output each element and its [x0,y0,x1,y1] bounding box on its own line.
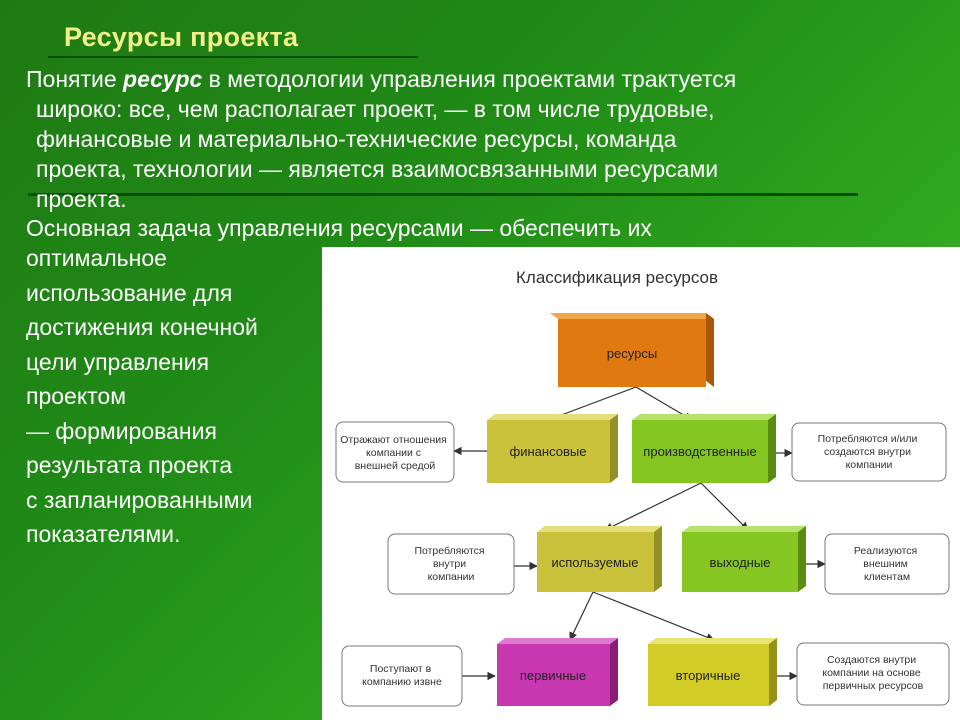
paragraph-line: проекта, технологии — является взаимосвязанными ресурсами [36,156,719,182]
note-used [388,534,514,594]
box-label: финансовые [509,444,587,459]
svg-text:Поступают в компанию и: Поступают в компанию извне [362,663,442,688]
paragraph-line: использование для [26,279,233,306]
diagram-title: Классификация ресурсов [516,268,719,287]
text-fragment: Понятие [26,66,124,92]
paragraph-line: с запланированными [26,486,253,513]
box-label: выходные [709,555,771,570]
box-production [632,414,776,483]
note-primary [342,646,462,706]
box-used [537,526,662,592]
paragraph-line: — формирования [26,417,217,444]
paragraph-line: цели управления [26,348,210,375]
term-highlight: ресурс [123,66,203,92]
paragraph-line: широко: все, чем располагает проект, — в том числе трудовые, [36,96,715,122]
box-financial [487,414,618,483]
paragraph-line: Основная задача управления ресурсами — обеспечить их [26,215,652,241]
diagram-canvas [322,247,960,720]
note-financial [336,422,454,482]
paragraph-line [26,64,866,94]
box-primary [497,638,618,706]
connector-arrow [605,483,701,530]
definition-paragraph [26,64,866,214]
paragraph-line: достижения конечной [26,314,258,340]
box-label: первичные [519,668,587,683]
paragraph-line: финансовые и материально-технические ресурсы, команда [36,126,677,152]
box-label: ресурсы [606,346,658,361]
svg-text:Отражают отношения ком: Отражают отношения компании с внешней средой [340,434,447,472]
note-secondary [797,643,949,705]
text-fragment: в методологии управления проектами трактуется [202,66,737,92]
svg-text:Потребляются и/или соз: Потребляются и/или создаются внутри компании [817,433,918,471]
note-output [825,534,949,594]
svg-text:Создаются внутри компа: Создаются внутри компании на основе первичных ресурсов [822,654,924,692]
box-label: вторичные [675,668,741,683]
box-secondary [648,638,777,706]
connector-arrow [570,592,593,640]
paragraph-line: результата проекта [26,452,233,478]
page-title: Ресурсы проекта [64,22,299,52]
box-output [682,526,806,592]
box-label: используемые [551,555,639,570]
paragraph-line: оптимальное [26,245,167,271]
svg-text:Потребляются внутри: Потребляются внутри компании [414,545,485,583]
divider-line-top [48,56,418,58]
paragraph-line: проекта. [36,186,127,212]
note-production [792,423,946,481]
svg-text:Реализуются внешним: Реализуются внешним клиентам [853,545,918,583]
classification-diagram [322,247,960,720]
connector-arrow [701,483,748,530]
connector-arrow [593,592,714,640]
box-label: производственные [643,444,757,459]
paragraph-line: показателями. [26,521,181,547]
box-root [550,313,714,387]
paragraph-line: проектом [26,383,127,409]
